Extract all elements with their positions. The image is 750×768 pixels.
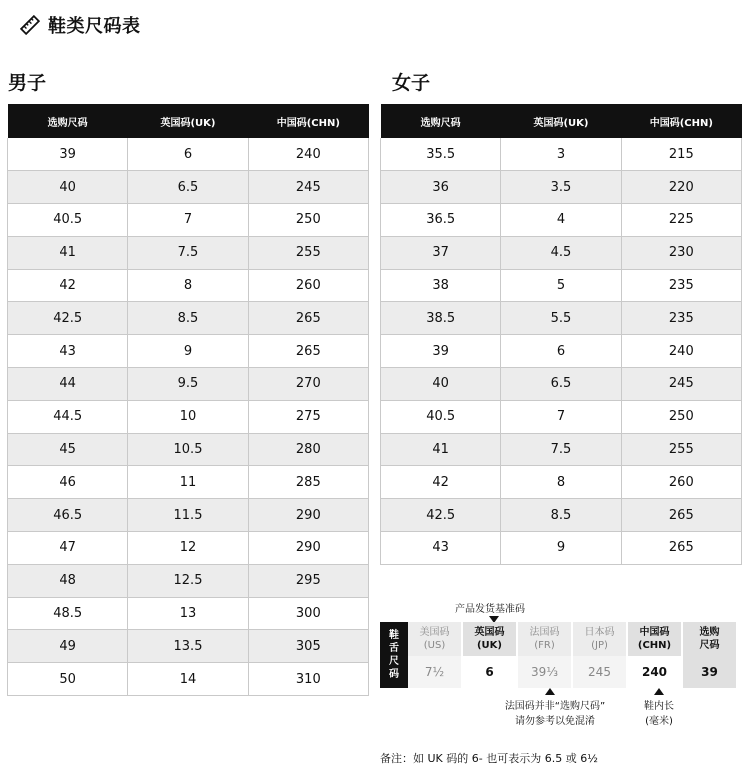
table-cell: 40 bbox=[381, 368, 501, 401]
table-cell: 295 bbox=[248, 564, 368, 597]
table-cell: 4 bbox=[501, 204, 621, 237]
column-header: 选购尺码 bbox=[8, 104, 128, 138]
table-cell: 310 bbox=[248, 663, 368, 696]
men-table-header bbox=[8, 104, 369, 138]
table-cell: 44.5 bbox=[8, 400, 128, 433]
table-cell: 250 bbox=[621, 400, 741, 433]
table-cell: 14 bbox=[128, 663, 248, 696]
guide-column-us: 美国码 (US) 7½ bbox=[408, 622, 463, 688]
table-cell: 225 bbox=[621, 204, 741, 237]
ruler-icon bbox=[20, 15, 40, 35]
table-cell: 36 bbox=[381, 171, 501, 204]
chn-size-note: 鞋内长 (毫米) bbox=[644, 701, 674, 727]
table-cell: 43 bbox=[381, 532, 501, 565]
table-cell: 8 bbox=[128, 269, 248, 302]
table-cell: 230 bbox=[621, 236, 741, 269]
table-cell: 240 bbox=[621, 335, 741, 368]
table-cell: 235 bbox=[621, 269, 741, 302]
table-row bbox=[8, 368, 369, 401]
table-cell: 280 bbox=[248, 433, 368, 466]
table-cell: 11 bbox=[128, 466, 248, 499]
guide-value: 245 bbox=[573, 656, 626, 688]
table-cell: 250 bbox=[248, 204, 368, 237]
table-cell: 305 bbox=[248, 630, 368, 663]
table-row bbox=[8, 630, 369, 663]
table-row bbox=[381, 302, 742, 335]
guide-column-chn: 中国码 (CHN) 240 bbox=[628, 622, 683, 688]
column-header: 英国码(UK) bbox=[128, 104, 248, 138]
table-cell: 5 bbox=[501, 269, 621, 302]
guide-column-jp: 日本码 (JP) 245 bbox=[573, 622, 628, 688]
table-row bbox=[8, 564, 369, 597]
guide-caption: 产品发货基准码 bbox=[455, 604, 525, 615]
table-cell: 38 bbox=[381, 269, 501, 302]
table-cell: 40 bbox=[8, 171, 128, 204]
table-cell: 12.5 bbox=[128, 564, 248, 597]
page-title: 鞋类尺码表 bbox=[48, 16, 141, 37]
table-cell: 47 bbox=[8, 532, 128, 565]
table-cell: 10 bbox=[128, 400, 248, 433]
column-header: 选购尺码 bbox=[381, 104, 501, 138]
table-cell: 42.5 bbox=[381, 499, 501, 532]
table-cell: 300 bbox=[248, 597, 368, 630]
table-cell: 42.5 bbox=[8, 302, 128, 335]
table-cell: 41 bbox=[8, 236, 128, 269]
table-cell: 9.5 bbox=[128, 368, 248, 401]
table-cell: 275 bbox=[248, 400, 368, 433]
table-cell: 39 bbox=[8, 138, 128, 171]
table-cell: 45 bbox=[8, 433, 128, 466]
table-row bbox=[8, 269, 369, 302]
table-cell: 8.5 bbox=[501, 499, 621, 532]
guide-column-uk: 英国码 (UK) 6 bbox=[463, 622, 518, 688]
table-cell: 9 bbox=[501, 532, 621, 565]
table-cell: 37 bbox=[381, 236, 501, 269]
table-cell: 40.5 bbox=[381, 400, 501, 433]
table-cell: 36.5 bbox=[381, 204, 501, 237]
table-cell: 38.5 bbox=[381, 302, 501, 335]
table-cell: 6.5 bbox=[501, 368, 621, 401]
table-cell: 7.5 bbox=[501, 433, 621, 466]
table-row bbox=[381, 269, 742, 302]
table-cell: 265 bbox=[248, 335, 368, 368]
table-cell: 35.5 bbox=[381, 138, 501, 171]
table-row bbox=[381, 171, 742, 204]
fr-size-note: 法国码并非“选购尺码” 请勿参考以免混淆 bbox=[504, 701, 606, 727]
table-cell: 290 bbox=[248, 532, 368, 565]
table-row bbox=[381, 532, 742, 565]
table-row bbox=[8, 302, 369, 335]
footnote: 备注：如 UK 码的 6- 也可表示为 6.5 或 6½ bbox=[380, 752, 598, 765]
table-row bbox=[8, 663, 369, 696]
table-cell: 4.5 bbox=[501, 236, 621, 269]
men-size-table bbox=[7, 104, 369, 696]
table-row bbox=[8, 532, 369, 565]
table-row bbox=[381, 433, 742, 466]
table-cell: 245 bbox=[248, 171, 368, 204]
table-cell: 13 bbox=[128, 597, 248, 630]
table-cell: 220 bbox=[621, 171, 741, 204]
table-cell: 50 bbox=[8, 663, 128, 696]
table-cell: 41 bbox=[381, 433, 501, 466]
table-row bbox=[8, 400, 369, 433]
table-cell: 48 bbox=[8, 564, 128, 597]
table-cell: 6 bbox=[128, 138, 248, 171]
guide-column-purchase-size: 选购 尺码 39 bbox=[683, 622, 738, 688]
table-cell: 8.5 bbox=[128, 302, 248, 335]
arrow-up-icon bbox=[654, 688, 664, 695]
table-cell: 290 bbox=[248, 499, 368, 532]
women-size-table bbox=[380, 104, 742, 565]
guide-value: 6 bbox=[463, 656, 516, 688]
table-cell: 6 bbox=[501, 335, 621, 368]
table-cell: 7 bbox=[128, 204, 248, 237]
table-row bbox=[8, 171, 369, 204]
column-header: 中国码(CHN) bbox=[621, 104, 741, 138]
table-cell: 255 bbox=[621, 433, 741, 466]
tongue-label-guide bbox=[380, 622, 738, 688]
table-cell: 215 bbox=[621, 138, 741, 171]
table-cell: 260 bbox=[248, 269, 368, 302]
guide-value: 7½ bbox=[408, 656, 461, 688]
table-cell: 240 bbox=[248, 138, 368, 171]
page-header bbox=[20, 12, 141, 38]
column-header: 英国码(UK) bbox=[501, 104, 621, 138]
table-row bbox=[381, 335, 742, 368]
table-row bbox=[8, 433, 369, 466]
table-cell: 42 bbox=[381, 466, 501, 499]
guide-value: 39 bbox=[683, 656, 736, 688]
arrow-up-icon bbox=[545, 688, 555, 695]
table-cell: 255 bbox=[248, 236, 368, 269]
table-row bbox=[8, 597, 369, 630]
table-row bbox=[8, 499, 369, 532]
table-cell: 49 bbox=[8, 630, 128, 663]
table-row bbox=[381, 466, 742, 499]
table-row bbox=[8, 138, 369, 171]
guide-value: 39⅓ bbox=[518, 656, 571, 688]
table-cell: 260 bbox=[621, 466, 741, 499]
table-row bbox=[8, 335, 369, 368]
table-cell: 265 bbox=[621, 499, 741, 532]
table-cell: 44 bbox=[8, 368, 128, 401]
table-cell: 43 bbox=[8, 335, 128, 368]
table-cell: 3 bbox=[501, 138, 621, 171]
table-cell: 265 bbox=[248, 302, 368, 335]
table-cell: 235 bbox=[621, 302, 741, 335]
table-cell: 11.5 bbox=[128, 499, 248, 532]
table-cell: 42 bbox=[8, 269, 128, 302]
women-section-title: 女子 bbox=[392, 72, 431, 94]
table-row bbox=[381, 368, 742, 401]
table-row bbox=[381, 400, 742, 433]
men-section-title: 男子 bbox=[8, 72, 47, 94]
table-row bbox=[8, 204, 369, 237]
table-cell: 39 bbox=[381, 335, 501, 368]
table-row bbox=[381, 499, 742, 532]
table-cell: 5.5 bbox=[501, 302, 621, 335]
tongue-size-label: 鞋 舌 尺 码 bbox=[380, 622, 408, 688]
table-cell: 285 bbox=[248, 466, 368, 499]
table-row bbox=[381, 138, 742, 171]
table-row bbox=[8, 236, 369, 269]
table-cell: 270 bbox=[248, 368, 368, 401]
table-row bbox=[381, 236, 742, 269]
table-cell: 3.5 bbox=[501, 171, 621, 204]
table-cell: 13.5 bbox=[128, 630, 248, 663]
table-cell: 6.5 bbox=[128, 171, 248, 204]
guide-column-fr: 法国码 (FR) 39⅓ bbox=[518, 622, 573, 688]
table-cell: 245 bbox=[621, 368, 741, 401]
table-cell: 8 bbox=[501, 466, 621, 499]
table-cell: 9 bbox=[128, 335, 248, 368]
table-cell: 7 bbox=[501, 400, 621, 433]
table-cell: 48.5 bbox=[8, 597, 128, 630]
table-cell: 7.5 bbox=[128, 236, 248, 269]
column-header: 中国码(CHN) bbox=[248, 104, 368, 138]
table-row bbox=[8, 466, 369, 499]
table-cell: 40.5 bbox=[8, 204, 128, 237]
guide-value: 240 bbox=[628, 656, 681, 688]
women-table-header bbox=[381, 104, 742, 138]
table-row bbox=[381, 204, 742, 237]
table-cell: 12 bbox=[128, 532, 248, 565]
table-cell: 265 bbox=[621, 532, 741, 565]
table-cell: 46.5 bbox=[8, 499, 128, 532]
table-cell: 46 bbox=[8, 466, 128, 499]
table-cell: 10.5 bbox=[128, 433, 248, 466]
